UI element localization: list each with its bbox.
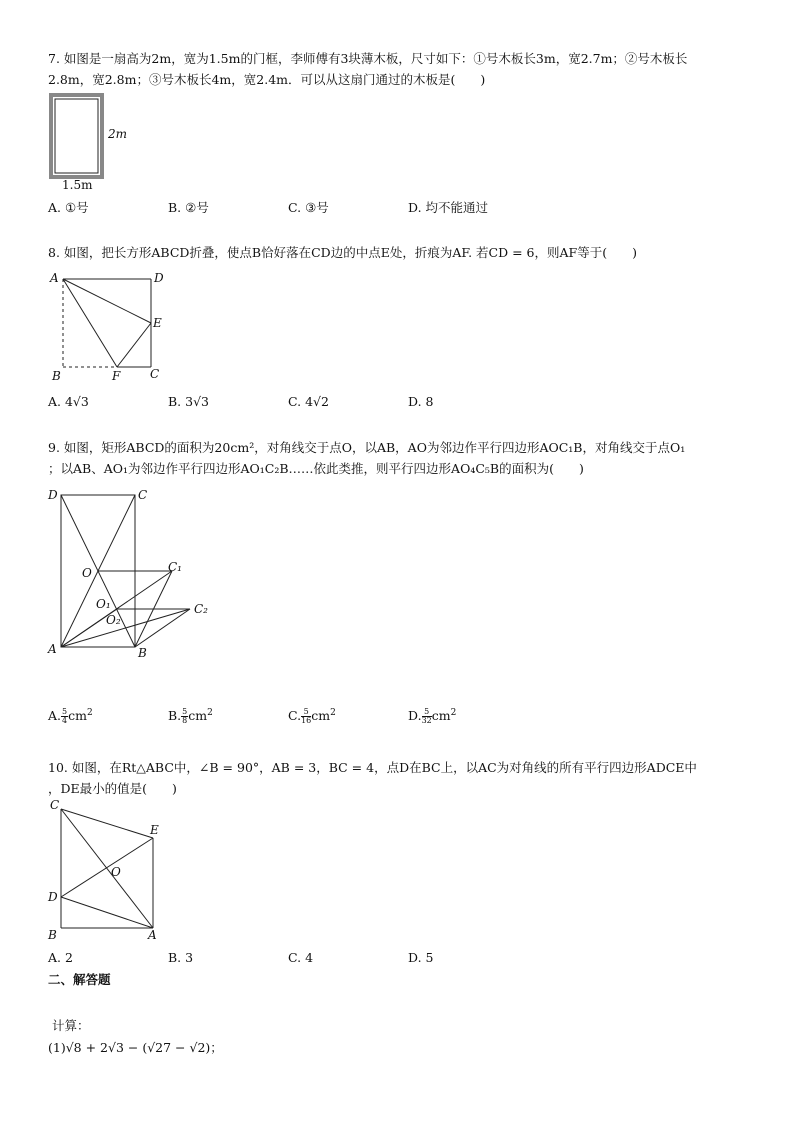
- label-d: D: [154, 271, 164, 285]
- q8-text-line1: 8. 如图，把长方形ABCD折叠，使点B恰好落在CD边的中点E处，折痕为AF. 若CD = 6，则AF等于( ): [48, 245, 637, 260]
- q9-option-d[interactable]: D. $\frac{5}{32}$ $cm^2$: [408, 707, 457, 726]
- q10-option-b[interactable]: B. 3: [168, 950, 194, 965]
- label-d: D: [48, 890, 58, 904]
- q7-option-d[interactable]: D. 均不能通过: [408, 200, 489, 215]
- label-o: O: [111, 865, 121, 879]
- edge-da: [61, 897, 153, 928]
- q8-option-b[interactable]: B. 3√3: [168, 394, 210, 409]
- q10-option-d[interactable]: D. 5: [408, 950, 434, 965]
- label-c: C: [50, 798, 60, 812]
- q7-door-figure: [44, 92, 144, 192]
- q7-text-line2: 2.8m，宽2.8m；③号木板长4m，宽2.4m．可以从这扇门通过的木板是( ): [48, 72, 486, 87]
- label-o2: O₂: [106, 613, 121, 627]
- label-a: A: [48, 642, 57, 656]
- label-o1: O₁: [96, 597, 111, 611]
- label-b: B: [48, 928, 57, 942]
- door-height-label: 2m: [108, 127, 128, 141]
- segment-ef: [117, 323, 151, 367]
- q9-option-a[interactable]: A. $\frac{5}{4}$ $cm^2$: [48, 707, 93, 726]
- q9-option-b[interactable]: B. $\frac{5}{8}$ $cm^2$: [168, 707, 213, 726]
- label-a: A: [50, 271, 59, 285]
- label-c: C: [138, 488, 148, 502]
- q10-option-c[interactable]: C. 4: [288, 950, 314, 965]
- label-d: D: [48, 488, 58, 502]
- q8-option-a[interactable]: A. 4√3: [48, 394, 89, 409]
- label-c2: C₂: [194, 602, 208, 616]
- segment-bc2: [135, 609, 190, 647]
- door-frame-outer: [51, 95, 102, 177]
- q9-option-c[interactable]: C. $\frac{5}{16}$ $cm^2$: [288, 707, 336, 726]
- q10-text-line1: 10. 如图，在Rt△ABC中，∠B = 90°，AB = 3，BC = 4，点D在BC上，以AC为对角线的所有平行四边形ADCE中: [48, 760, 697, 775]
- diagonal-ca: [61, 809, 153, 928]
- segment-ac2: [61, 609, 190, 647]
- q10-triangle-figure: [44, 797, 174, 945]
- label-b: B: [52, 369, 61, 383]
- q8-option-d[interactable]: D. 8: [408, 394, 434, 409]
- q9-text-line1: 9. 如图，矩形ABCD的面积为20cm²，对角线交于点O，以AB，AO为邻边作平行四边形AOC₁B，对角线交于点O₁: [48, 440, 686, 455]
- q9-rectangle-figure: [44, 485, 224, 665]
- q7-option-c[interactable]: C. ③号: [288, 200, 329, 215]
- q7-option-a[interactable]: A. ①号: [48, 200, 89, 215]
- edge-ce: [61, 809, 153, 838]
- q7-option-b[interactable]: B. ②号: [168, 200, 209, 215]
- label-c1: C₁: [168, 560, 182, 574]
- door-width-label: 1.5m: [62, 178, 93, 192]
- label-c: C: [150, 367, 160, 381]
- door-frame-inner: [55, 99, 98, 173]
- label-f: F: [112, 369, 121, 383]
- label-e: E: [150, 823, 159, 837]
- q9-text-line2: ；以AB、AO₁为邻边作平行四边形AO₁C₂B……依此类推，则平行四边形AO₄C₅B的面积为( ): [48, 461, 584, 476]
- label-b: B: [138, 646, 147, 660]
- calc-expression-1: (1)√8 + 2√3 − (√27 − √2)；: [48, 1040, 223, 1055]
- label-o: O: [82, 566, 92, 580]
- q10-text-line2: ，DE最小的值是( ): [48, 781, 177, 796]
- diagonal-de: [61, 838, 153, 897]
- label-a: A: [148, 928, 157, 942]
- q8-option-c[interactable]: C. 4√2: [288, 394, 329, 409]
- calc-label: 计算：: [52, 1018, 90, 1033]
- q10-option-a[interactable]: A. 2: [48, 950, 73, 965]
- q7-text-line1: 7. 如图是一扇高为2m，宽为1.5m的门框，李师傅有3块薄木板，尺寸如下：①号木板长3m，宽2.7m；②号木板长: [48, 51, 688, 66]
- label-e: E: [153, 316, 162, 330]
- section-title: 二、解答题: [48, 972, 111, 987]
- q8-fold-figure: [44, 268, 174, 386]
